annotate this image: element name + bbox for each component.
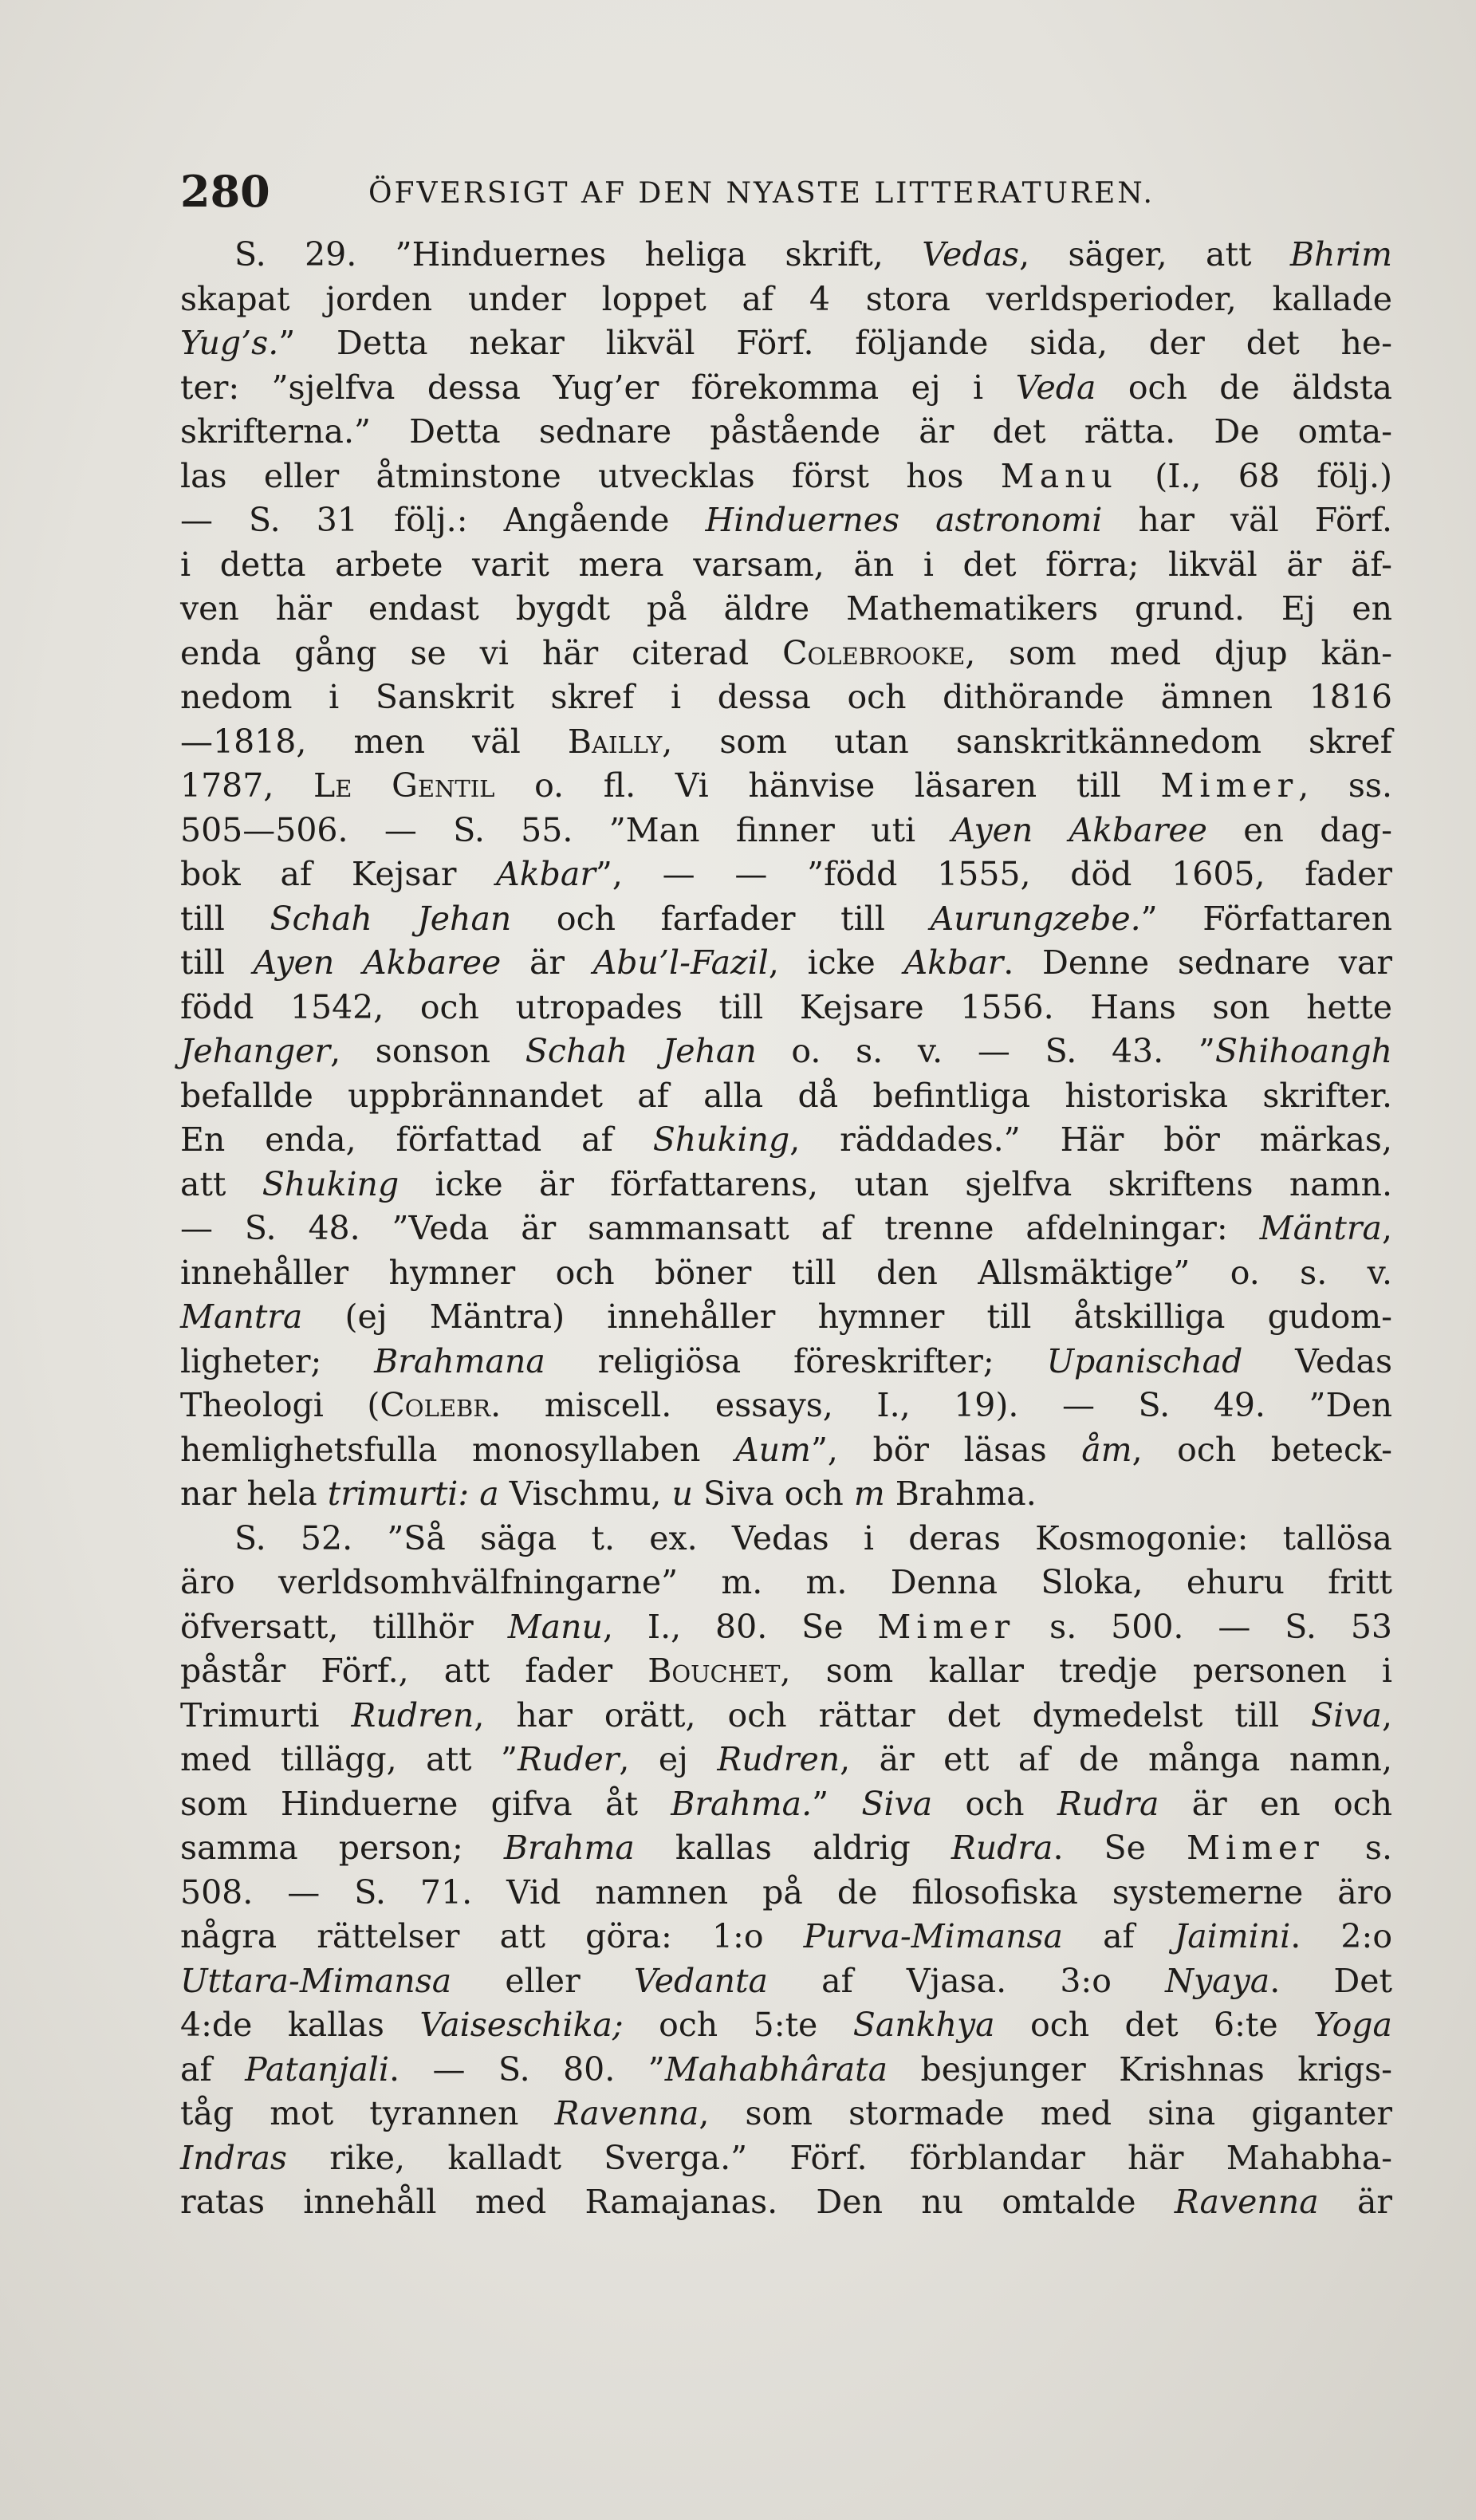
- text-line: befallde uppbrännandet af alla då befintliga historiska skrifter.: [180, 1076, 1392, 1115]
- text-line: tåg mot tyrannen Ravenna, som stormade med sina giganter: [180, 2094, 1392, 2132]
- text-line: Theologi (Colebr. miscell. essays, I., 19). — S. 49. ”Den: [180, 1386, 1392, 1424]
- text-line: ven här endast bygdt på äldre Mathematikers grund. Ej en: [180, 589, 1392, 628]
- text-line: innehåller hymner och böner till den Allsmäktige” o. s. v.: [180, 1253, 1392, 1292]
- text-line: att Shuking icke är författarens, utan sjelfva skriftens namn.: [180, 1164, 1392, 1203]
- text-line: till Schah Jehan och farfader till Aurungzebe.” Författaren: [180, 899, 1392, 938]
- text-line: påstår Förf., att fader Bouchet, som kallar tredje personen i: [180, 1652, 1392, 1690]
- text-line: öfversatt, tillhör Manu, I., 80. Se Mimer s. 500. — S. 53: [180, 1607, 1392, 1646]
- text-line: född 1542, och utropades till Kejsare 1556. Hans son hette: [180, 987, 1392, 1026]
- text-line: 1787, Le Gentil o. fl. Vi hänvise läsaren till Mimer, ss.: [180, 766, 1392, 805]
- text-line: Indras rike, kalladt Sverga.” Förf. förblandar här Mahabha-: [180, 2138, 1392, 2177]
- text-line: enda gång se vi här citerad Colebrooke, som med djup kän-: [180, 633, 1392, 672]
- text-line: S. 29. ”Hinduernes heliga skrift, Vedas, säger, att Bhrim: [234, 235, 1392, 274]
- text-line: —1818, men väl Bailly, som utan sanskritkännedom skref: [180, 722, 1392, 761]
- text-line: Trimurti Rudren, har orätt, och rättar det dymedelst till Siva,: [180, 1695, 1392, 1734]
- text-line: med tillägg, att ”Ruder, ej Rudren, är ett af de många namn,: [180, 1740, 1392, 1778]
- body-text: [180, 233, 1392, 2225]
- running-head: ÖFVERSIGT AF DEN NYASTE LITTERATUREN.: [368, 177, 1155, 210]
- text-line: Mantra (ej Mäntra) innehåller hymner till åtskilliga gudom-: [180, 1297, 1392, 1336]
- text-line: bok af Kejsar Akbar”, — — ”född 1555, död 1605, fader: [180, 855, 1392, 893]
- text-line: Yug’s.” Detta nekar likväl Förf. följande sida, der det he-: [180, 324, 1392, 362]
- text-line: — S. 48. ”Veda är sammansatt af trenne afdelningar: Mäntra,: [180, 1209, 1392, 1247]
- text-line: En enda, författad af Shuking, räddades.” Här bör märkas,: [180, 1120, 1392, 1159]
- text-line: Uttara-Mimansa eller Vedanta af Vjasa. 3:o Nyaya. Det: [180, 1961, 1392, 2000]
- text-line: äro verldsomhvälfningarne” m. m. Denna Sloka, ehuru fritt: [180, 1563, 1392, 1601]
- text-line: — S. 31 följ.: Angående Hinduernes astronomi har väl Förf.: [180, 501, 1392, 539]
- text-line: i detta arbete varit mera varsam, än i det förra; likväl är äf-: [180, 545, 1392, 584]
- text-line: hemlighetsfulla monosyllaben Aum”, bör läsas åm, och beteck-: [180, 1430, 1392, 1469]
- text-line: af Patanjali. — S. 80. ”Mahabhârata besjunger Krishnas krigs-: [180, 2049, 1393, 2089]
- text-line: 4:de kallas Vaiseschika; och 5:te Sankhya och det 6:te Yoga: [180, 2006, 1392, 2044]
- text-line: några rättelser att göra: 1:o Purva-Mimansa af Jaimini. 2:o: [180, 1917, 1392, 1955]
- page-number: 280: [180, 166, 270, 217]
- text-line: nedom i Sanskrit skref i dessa och dithörande ämnen 1816: [180, 678, 1392, 716]
- text-line: skapat jorden under loppet af 4 stora verldsperioder, kallade: [180, 279, 1392, 318]
- text-line: ligheter; Brahmana religiösa föreskrifter; Upanischad Vedas: [180, 1341, 1393, 1380]
- text-line: samma person; Brahma kallas aldrig Rudra. Se Mimer s.: [180, 1829, 1393, 1867]
- text-line: som Hinduerne gifva åt Brahma.” Siva och Rudra är en och: [180, 1784, 1392, 1823]
- text-line: nar hela trimurti: a Vischmu, u Siva och m Brahma.: [180, 1475, 1037, 1513]
- text-line: S. 52. ”Så säga t. ex. Vedas i deras Kosmogonie: tallösa: [234, 1518, 1392, 1557]
- text-line: ratas innehåll med Ramajanas. Den nu omtalde Ravenna är: [180, 2183, 1392, 2221]
- page-header: [180, 159, 1297, 223]
- text-line: las eller åtminstone utvecklas först hos Manu (I., 68 följ.): [180, 456, 1392, 495]
- text-line: till Ayen Akbaree är Abu’l-Fazil, icke Akbar. Denne sednare var: [180, 943, 1393, 982]
- text-line: 505—506. — S. 55. ”Man finner uti Ayen Akbaree en dag-: [180, 810, 1392, 849]
- text-line: skrifterna.” Detta sednare påstående är det rätta. De omta-: [180, 412, 1392, 451]
- text-line: 508. — S. 71. Vid namnen på de filosofiska systemerne äro: [180, 1872, 1392, 1912]
- text-line: ter: ”sjelfva dessa Yug’er förekomma ej i Veda och de äldsta: [180, 368, 1392, 407]
- text-line: Jehanger, sonson Schah Jehan o. s. v. — S. 43. ”Shihoangh: [180, 1032, 1393, 1070]
